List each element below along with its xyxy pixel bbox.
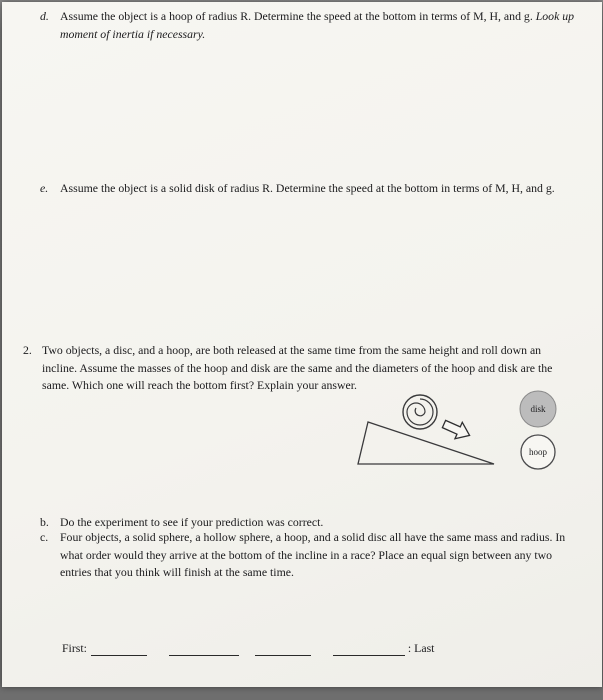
question-e-label: e.	[40, 181, 49, 195]
question-b-label: b.	[40, 515, 49, 529]
hoop-label: hoop	[529, 447, 547, 457]
motion-arrow-icon	[440, 416, 473, 444]
answer-blank-4	[333, 642, 405, 656]
question-d-text	[60, 8, 577, 43]
answer-blank-3	[255, 642, 311, 656]
question-b-text: Do the experiment to see if your prediction was correct.	[60, 515, 324, 529]
question-c-text: Four objects, a solid sphere, a hollow sphere, a hoop, and a solid disc all have the same mass and radius. In what order would they arrive at the bottom of the incline in a race? Place an equal sign between any two entries that you think will finish at the same time.	[60, 530, 566, 580]
question-d-text-italic: Look up moment of inertia if necessary.	[60, 9, 575, 41]
question-d-text-main: Assume the object is a hoop of radius R. Determine the speed at the bottom in terms of M, H, and g.	[60, 9, 536, 23]
answer-blank-2	[169, 642, 239, 656]
question-e	[40, 180, 580, 198]
question-c	[40, 529, 574, 582]
question-d-label: d.	[40, 9, 49, 23]
question-c-label: c.	[40, 530, 49, 544]
rolling-spiral-icon	[407, 399, 433, 425]
incline-diagram	[352, 390, 570, 478]
question-d	[40, 8, 577, 43]
answer-line	[62, 641, 434, 656]
worksheet-page	[2, 2, 602, 687]
disk-label: disk	[530, 404, 546, 414]
rolling-object-circle	[403, 395, 437, 429]
incline-diagram-svg	[352, 390, 570, 478]
question-e-text: Assume the object is a solid disk of radius R. Determine the speed at the bottom in terms of M, H, and g.	[60, 181, 555, 195]
question-2-label: 2.	[23, 343, 32, 357]
answer-blank-1	[91, 642, 147, 656]
last-label: : Last	[407, 641, 435, 655]
question-2-text: Two objects, a disc, and a hoop, are both released at the same time from the same height and roll down an incline. Assume the masses of the hoop and disk are the same and the diameters of the hoop and disk are the same. Which one will reach the bottom first? Explain your answer.	[42, 343, 553, 393]
first-label: First:	[62, 641, 87, 655]
question-2	[23, 342, 563, 395]
